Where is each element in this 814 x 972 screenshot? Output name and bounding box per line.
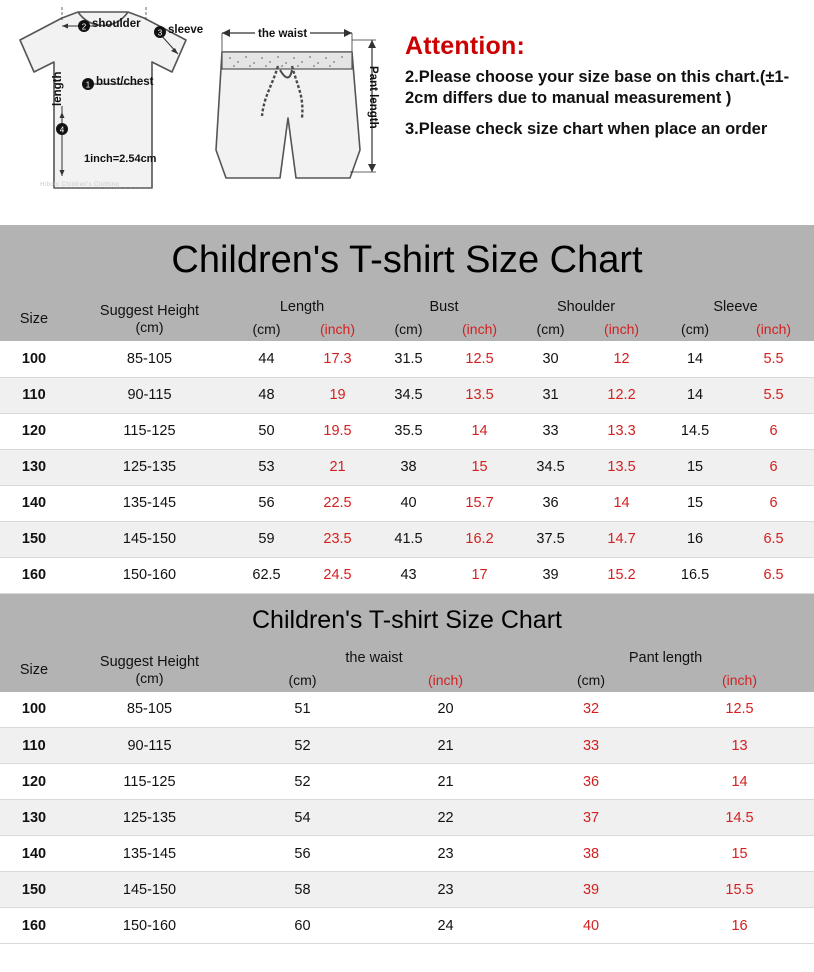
cell-length-inch: 22.5	[302, 485, 373, 521]
th-suggest-height-unit: (cm)	[135, 319, 164, 335]
th-suggest-height	[68, 646, 231, 692]
table-row	[0, 341, 814, 377]
cell-size: 160	[0, 908, 68, 944]
cell-shoulder-cm: 33	[515, 413, 586, 449]
cell-sleeve-inch: 6	[733, 413, 814, 449]
cell-waist-inch: 22	[374, 800, 517, 836]
th-pant-cm: (cm)	[517, 668, 665, 692]
cell-height: 85-105	[68, 692, 231, 728]
cell-sleeve-cm: 16.5	[657, 557, 733, 593]
cell-sleeve-cm: 16	[657, 521, 733, 557]
cell-bust-inch: 12.5	[444, 341, 515, 377]
cell-waist-inch: 23	[374, 872, 517, 908]
cell-pant-inch: 14	[665, 764, 814, 800]
table-row	[0, 728, 814, 764]
cell-height: 135-145	[68, 485, 231, 521]
cell-length-inch: 23.5	[302, 521, 373, 557]
th-bust: Bust	[373, 295, 515, 317]
table-row	[0, 800, 814, 836]
cell-length-cm: 44	[231, 341, 302, 377]
cell-pant-cm: 37	[517, 800, 665, 836]
cell-shoulder-inch: 15.2	[586, 557, 657, 593]
cell-shoulder-inch: 14.7	[586, 521, 657, 557]
cell-shoulder-cm: 30	[515, 341, 586, 377]
cell-height: 90-115	[68, 377, 231, 413]
cell-size: 160	[0, 557, 68, 593]
cell-length-cm: 62.5	[231, 557, 302, 593]
cell-shoulder-cm: 39	[515, 557, 586, 593]
measurement-diagram-area	[0, 0, 814, 225]
svg-text:4: 4	[59, 125, 65, 135]
cell-size: 120	[0, 413, 68, 449]
cell-pant-cm: 33	[517, 728, 665, 764]
cell-length-inch: 19.5	[302, 413, 373, 449]
th-size: Size	[0, 646, 68, 692]
th-sleeve-inch: (inch)	[733, 317, 814, 341]
th-waist-inch: (inch)	[374, 668, 517, 692]
cell-pant-inch: 15	[665, 836, 814, 872]
th-pant-length: Pant length	[517, 646, 814, 668]
attention-block	[405, 32, 805, 150]
cell-pant-cm: 38	[517, 836, 665, 872]
table-row	[0, 521, 814, 557]
cell-sleeve-inch: 5.5	[733, 341, 814, 377]
cell-length-inch: 17.3	[302, 341, 373, 377]
cell-pant-cm: 40	[517, 908, 665, 944]
cell-height: 135-145	[68, 836, 231, 872]
cell-waist-inch: 21	[374, 764, 517, 800]
table-row	[0, 485, 814, 521]
cell-size: 100	[0, 692, 68, 728]
cell-pant-inch: 12.5	[665, 692, 814, 728]
cell-sleeve-inch: 6.5	[733, 557, 814, 593]
cell-waist-cm: 51	[231, 692, 374, 728]
th-length-cm: (cm)	[231, 317, 302, 341]
table-row	[0, 692, 814, 728]
svg-text:2: 2	[81, 22, 87, 32]
cell-sleeve-cm: 15	[657, 449, 733, 485]
cell-bust-cm: 34.5	[373, 377, 444, 413]
cell-height: 115-125	[68, 764, 231, 800]
tshirt-size-table	[0, 295, 814, 594]
cell-bust-cm: 35.5	[373, 413, 444, 449]
tshirt-bust-label: bust/chest	[96, 76, 154, 88]
cell-pant-inch: 13	[665, 728, 814, 764]
th-bust-cm: (cm)	[373, 317, 444, 341]
table-row	[0, 413, 814, 449]
cell-height: 145-150	[68, 872, 231, 908]
cell-size: 150	[0, 872, 68, 908]
cell-height: 115-125	[68, 413, 231, 449]
cell-bust-inch: 15.7	[444, 485, 515, 521]
cell-size: 130	[0, 449, 68, 485]
cell-bust-inch: 14	[444, 413, 515, 449]
shorts-waist-label: the waist	[255, 28, 310, 40]
th-suggest-height-label: Suggest Height	[99, 303, 200, 319]
table-header-row-groups	[0, 295, 814, 317]
cell-pant-inch: 16	[665, 908, 814, 944]
table-row	[0, 836, 814, 872]
cell-waist-cm: 52	[231, 764, 374, 800]
table-header-row-groups	[0, 646, 814, 668]
shorts-chart-title: Children's T-shirt Size Chart	[0, 594, 814, 646]
cell-size: 140	[0, 836, 68, 872]
cell-size: 130	[0, 800, 68, 836]
cell-bust-cm: 43	[373, 557, 444, 593]
cell-length-cm: 48	[231, 377, 302, 413]
cell-length-inch: 19	[302, 377, 373, 413]
cell-pant-inch: 15.5	[665, 872, 814, 908]
cell-height: 90-115	[68, 728, 231, 764]
diagram-watermark: Hibobi Children's Clothing	[40, 182, 120, 188]
table-row	[0, 557, 814, 593]
cell-bust-cm: 41.5	[373, 521, 444, 557]
th-suggest-height	[68, 295, 231, 341]
cell-waist-cm: 52	[231, 728, 374, 764]
cell-height: 125-135	[68, 800, 231, 836]
th-suggest-height-label: Suggest Height	[99, 653, 200, 670]
cell-bust-cm: 38	[373, 449, 444, 485]
svg-text:3: 3	[157, 28, 163, 38]
tshirt-shoulder-label: shoulder	[92, 18, 141, 30]
cell-waist-cm: 54	[231, 800, 374, 836]
cell-sleeve-cm: 15	[657, 485, 733, 521]
th-length: Length	[231, 295, 373, 317]
cell-shoulder-inch: 13.3	[586, 413, 657, 449]
th-size: Size	[0, 295, 68, 341]
cell-sleeve-inch: 6.5	[733, 521, 814, 557]
th-waist-cm: (cm)	[231, 668, 374, 692]
cell-size: 110	[0, 377, 68, 413]
table-row	[0, 449, 814, 485]
cell-size: 100	[0, 341, 68, 377]
cell-sleeve-inch: 6	[733, 485, 814, 521]
tshirt-chart-title: Children's T-shirt Size Chart	[0, 225, 814, 295]
cell-waist-cm: 58	[231, 872, 374, 908]
cell-pant-cm: 39	[517, 872, 665, 908]
cell-sleeve-cm: 14.5	[657, 413, 733, 449]
cell-bust-cm: 40	[373, 485, 444, 521]
cell-length-inch: 21	[302, 449, 373, 485]
cell-waist-inch: 20	[374, 692, 517, 728]
cell-height: 125-135	[68, 449, 231, 485]
cell-shoulder-inch: 13.5	[586, 449, 657, 485]
cell-bust-inch: 15	[444, 449, 515, 485]
svg-text:1: 1	[85, 80, 91, 90]
cell-shoulder-inch: 12.2	[586, 377, 657, 413]
th-waist: the waist	[231, 646, 517, 668]
cell-waist-inch: 24	[374, 908, 517, 944]
cell-pant-inch: 14.5	[665, 800, 814, 836]
cell-height: 150-160	[68, 557, 231, 593]
th-suggest-height-unit: (cm)	[135, 669, 164, 686]
th-pant-inch: (inch)	[665, 668, 814, 692]
cell-height: 150-160	[68, 908, 231, 944]
cell-waist-cm: 60	[231, 908, 374, 944]
cell-sleeve-inch: 5.5	[733, 377, 814, 413]
cell-sleeve-cm: 14	[657, 377, 733, 413]
cell-waist-inch: 21	[374, 728, 517, 764]
cell-bust-inch: 17	[444, 557, 515, 593]
cell-sleeve-cm: 14	[657, 341, 733, 377]
th-sleeve: Sleeve	[657, 295, 814, 317]
cell-shoulder-inch: 12	[586, 341, 657, 377]
attention-line-3: 3.Please check size chart when place an order	[405, 119, 768, 138]
cell-size: 120	[0, 764, 68, 800]
cell-length-cm: 53	[231, 449, 302, 485]
attention-title: Attention:	[405, 32, 526, 60]
table-row	[0, 908, 814, 944]
cell-shoulder-inch: 14	[586, 485, 657, 521]
table-row	[0, 872, 814, 908]
cell-height: 85-105	[68, 341, 231, 377]
cell-pant-cm: 36	[517, 764, 665, 800]
th-length-inch: (inch)	[302, 317, 373, 341]
cell-shoulder-cm: 37.5	[515, 521, 586, 557]
cell-shoulder-cm: 36	[515, 485, 586, 521]
cell-size: 140	[0, 485, 68, 521]
cell-size: 110	[0, 728, 68, 764]
tshirt-sleeve-label: sleeve	[168, 24, 204, 36]
cell-bust-cm: 31.5	[373, 341, 444, 377]
th-shoulder: Shoulder	[515, 295, 657, 317]
attention-line-2: 2.Please choose your size base on this chart.(±1-2cm differs due to manual measurement )	[405, 68, 790, 107]
cell-sleeve-inch: 6	[733, 449, 814, 485]
shorts-pant-length-label: Pant length	[367, 66, 379, 129]
cell-length-cm: 50	[231, 413, 302, 449]
th-sleeve-cm: (cm)	[657, 317, 733, 341]
th-bust-inch: (inch)	[444, 317, 515, 341]
cell-pant-cm: 32	[517, 692, 665, 728]
inch-conversion-note: 1inch=2.54cm	[84, 153, 157, 165]
cell-bust-inch: 13.5	[444, 377, 515, 413]
cell-height: 145-150	[68, 521, 231, 557]
th-shoulder-inch: (inch)	[586, 317, 657, 341]
cell-length-inch: 24.5	[302, 557, 373, 593]
cell-length-cm: 59	[231, 521, 302, 557]
cell-length-cm: 56	[231, 485, 302, 521]
table-row	[0, 764, 814, 800]
cell-shoulder-cm: 31	[515, 377, 586, 413]
cell-waist-cm: 56	[231, 836, 374, 872]
tshirt-length-label: length	[52, 71, 64, 106]
shorts-size-table	[0, 646, 814, 945]
cell-size: 150	[0, 521, 68, 557]
cell-shoulder-cm: 34.5	[515, 449, 586, 485]
cell-waist-inch: 23	[374, 836, 517, 872]
cell-bust-inch: 16.2	[444, 521, 515, 557]
th-shoulder-cm: (cm)	[515, 317, 586, 341]
table-row	[0, 377, 814, 413]
